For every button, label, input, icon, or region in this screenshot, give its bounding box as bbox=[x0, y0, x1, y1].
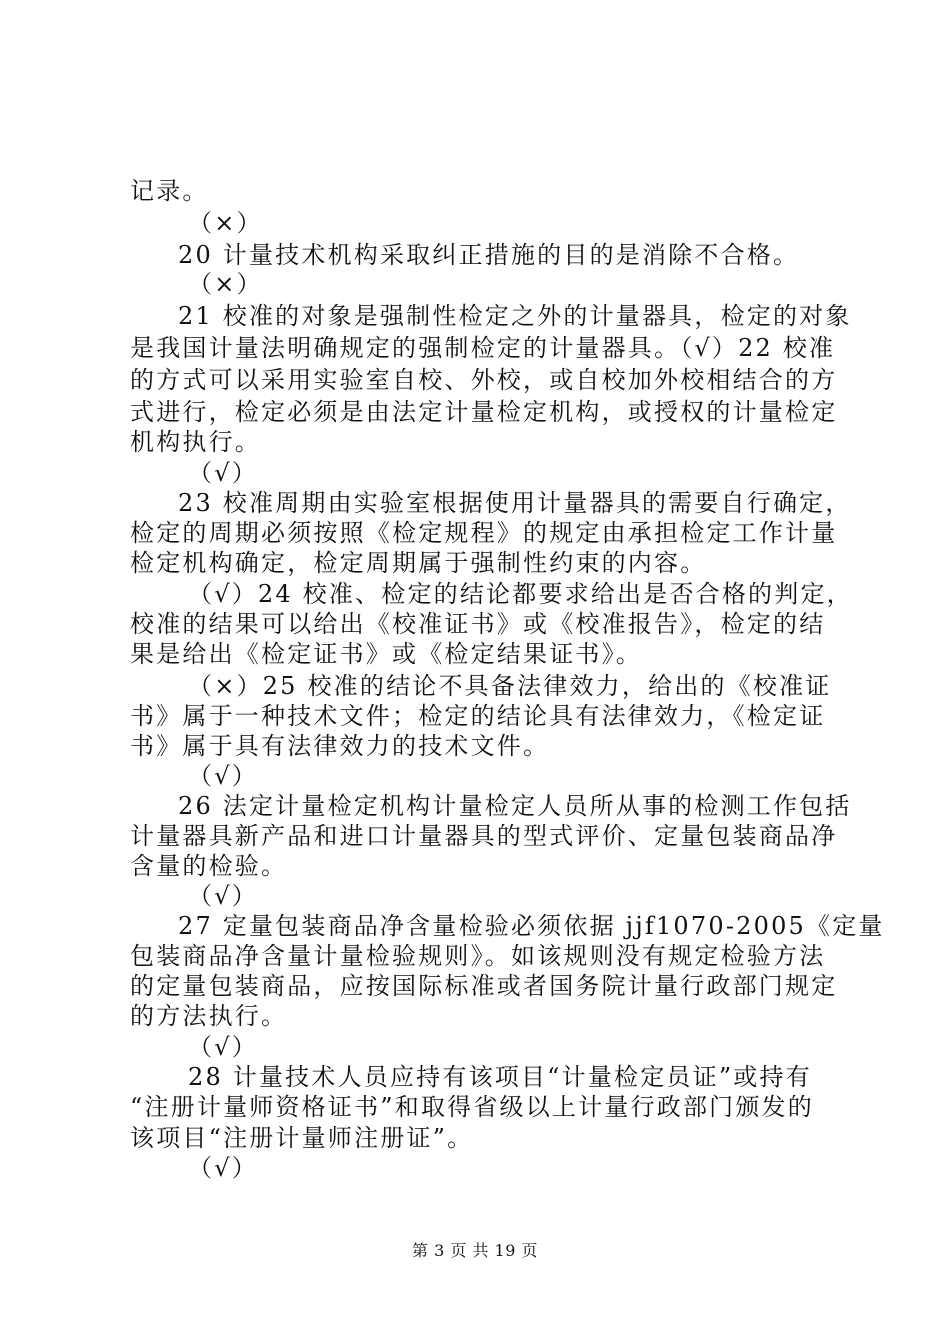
text-line: 计量器具新产品和进口计量器具的型式评价、定量包装商品净 bbox=[130, 822, 838, 850]
text-line: 检定的周期必须按照《检定规程》的规定由承担检定工作计量 bbox=[130, 519, 838, 547]
question-26: 26 法定计量检定机构计量检定人员所从事的检测工作包括 bbox=[178, 792, 852, 820]
text-line: 的方式可以采用实验室自校、外校，或自校加外校相结合的方 bbox=[130, 366, 838, 394]
text-line: 该项目“注册计量师注册证”。 bbox=[130, 1124, 474, 1152]
text-line: 书》属于具有法律效力的技术文件。 bbox=[130, 732, 550, 760]
text-line: “注册计量师资格证书”和取得省级以上计量行政部门颁发的 bbox=[130, 1093, 814, 1121]
page-footer: 第 3 页 共 19 页 bbox=[412, 1241, 538, 1260]
text-line: 的方法执行。 bbox=[130, 1002, 288, 1030]
answer-mark: （√） bbox=[188, 459, 258, 487]
answer-mark: （√） bbox=[188, 1033, 258, 1061]
text-line: 式进行，检定必须是由法定计量检定机构，或授权的计量检定 bbox=[130, 398, 838, 426]
question-23: 23 校准周期由实验室根据使用计量器具的需要自行确定， bbox=[178, 489, 852, 517]
answer-and-question-25: （×）25 校准的结论不具备法律效力，给出的《校准证 bbox=[188, 672, 832, 700]
text-line: 是我国计量法明确规定的强制检定的计量器具。（√）22 校准 bbox=[130, 334, 836, 362]
question-28: 28 计量技术人员应持有该项目“计量检定员证”或持有 bbox=[188, 1063, 812, 1091]
answer-and-question-24: （√）24 校准、检定的结论都要求给出是否合格的判定， bbox=[188, 580, 853, 608]
answer-mark: （√） bbox=[188, 1154, 258, 1182]
answer-mark: （×） bbox=[188, 209, 263, 237]
question-21: 21 校准的对象是强制性检定之外的计量器具，检定的对象 bbox=[178, 302, 852, 330]
text-line: 记录。 bbox=[130, 177, 209, 205]
question-27: 27 定量包装商品净含量检验必须依据 jjf1070-2005《定量 bbox=[178, 912, 885, 940]
text-line: 校准的结果可以给出《校准证书》或《校准报告》，检定的结 bbox=[130, 610, 826, 638]
text-line: 检定机构确定，检定周期属于强制性约束的内容。 bbox=[130, 549, 707, 577]
text-line: 书》属于一种技术文件；检定的结论具有法律效力，《检定证 bbox=[130, 702, 826, 730]
text-line: 机构执行。 bbox=[130, 428, 261, 456]
answer-mark: （√） bbox=[188, 762, 258, 790]
text-line: 含量的检验。 bbox=[130, 852, 288, 880]
answer-mark: （×） bbox=[188, 270, 263, 298]
text-line: 果是给出《检定证书》或《检定结果证书》。 bbox=[130, 640, 642, 668]
answer-mark: （√） bbox=[188, 882, 258, 910]
text-line: 的定量包装商品，应按国际标准或者国务院计量行政部门规定 bbox=[130, 972, 838, 1000]
text-line: 包装商品净含量计量检验规则》。如该规则没有规定检验方法 bbox=[130, 942, 826, 970]
question-20: 20 计量技术机构采取纠正措施的目的是消除不合格。 bbox=[178, 241, 800, 269]
